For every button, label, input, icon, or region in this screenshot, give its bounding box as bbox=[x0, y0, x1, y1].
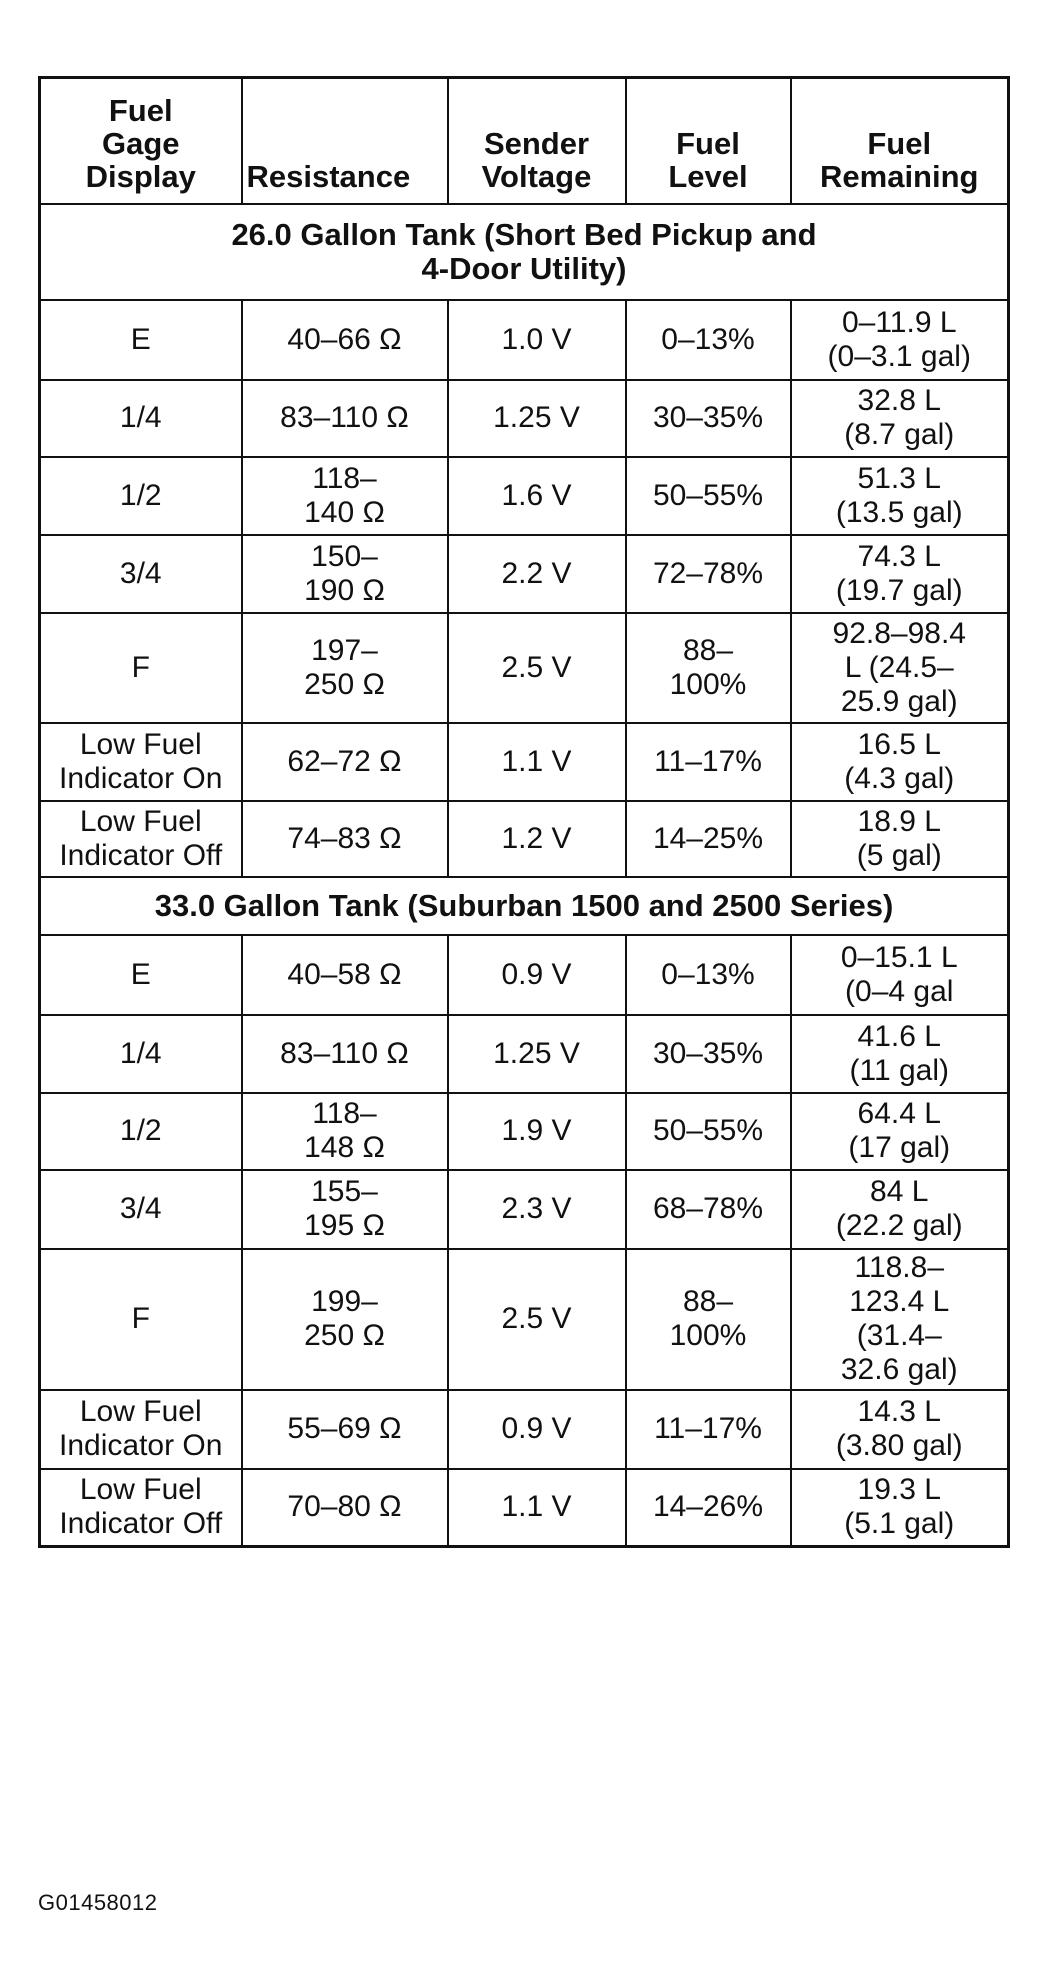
table-row bbox=[40, 801, 1009, 877]
cell-text-line: 197– bbox=[311, 633, 378, 667]
cell-text-line: (17 gal) bbox=[848, 1131, 951, 1164]
cell-resistance bbox=[242, 1390, 448, 1469]
cell-text-line: Voltage bbox=[481, 158, 592, 194]
cell-text-line: 51.3 L bbox=[857, 461, 941, 495]
cell-text-line: Level bbox=[668, 158, 748, 194]
cell-text-line: 30–35% bbox=[652, 401, 764, 434]
cell-text-line: Gage bbox=[101, 125, 180, 161]
cell-text-line: L (24.5– bbox=[844, 650, 954, 684]
cell-text-line: 40–58 Ω bbox=[287, 957, 402, 991]
table-row bbox=[40, 613, 1009, 723]
cell-text-line: 2.2 V bbox=[501, 556, 572, 590]
cell-resistance bbox=[242, 1469, 448, 1547]
cell-fuel-remaining bbox=[791, 1390, 1009, 1469]
table-row bbox=[40, 300, 1009, 380]
cell-text-line: 62–72 Ω bbox=[287, 744, 402, 778]
cell-text-line: 140 Ω bbox=[304, 495, 385, 529]
cell-text-line: 41.6 L bbox=[857, 1019, 941, 1053]
cell-sender-voltage bbox=[448, 300, 626, 380]
cell-sender-voltage bbox=[448, 613, 626, 723]
cell-text-line: 2.5 V bbox=[501, 1302, 572, 1335]
cell-text-line: 72–78% bbox=[652, 556, 764, 590]
cell-fuel-level bbox=[626, 1093, 791, 1170]
cell-text-line: 0.9 V bbox=[501, 1412, 572, 1445]
cell-fuel-level bbox=[626, 1469, 791, 1547]
header-fuel-gage-display bbox=[40, 78, 242, 204]
cell-fuel-level bbox=[626, 1170, 791, 1249]
cell-text-line: 74.3 L bbox=[857, 539, 941, 573]
cell-text-line: 1/2 bbox=[119, 478, 162, 512]
cell-text-line: (3.80 gal) bbox=[835, 1429, 963, 1462]
cell-text-line: 26.0 Gallon Tank (Short Bed Pickup and bbox=[231, 216, 817, 252]
cell-text-line: 118– bbox=[312, 461, 377, 495]
cell-text-line: Low Fuel bbox=[79, 804, 202, 838]
cell-fuel-level bbox=[626, 1015, 791, 1093]
table-row bbox=[40, 1170, 1009, 1249]
cell-text-line: (19.7 gal) bbox=[835, 573, 963, 607]
cell-text-line: 1.2 V bbox=[501, 821, 572, 855]
cell-text-line: 55–69 Ω bbox=[287, 1412, 402, 1445]
cell-text-line: 4-Door Utility) bbox=[421, 250, 627, 286]
cell-fuel-gage-display bbox=[40, 300, 242, 380]
cell-fuel-remaining bbox=[791, 935, 1009, 1015]
cell-fuel-level bbox=[626, 801, 791, 877]
cell-sender-voltage bbox=[448, 801, 626, 877]
cell-text-line: Indicator Off bbox=[59, 838, 223, 872]
cell-text-line: 1.9 V bbox=[501, 1114, 572, 1147]
cell-text-line: 2.5 V bbox=[501, 650, 572, 684]
cell-resistance bbox=[242, 535, 448, 613]
cell-text-line: 68–78% bbox=[652, 1192, 764, 1225]
table-row bbox=[40, 1469, 1009, 1547]
header-fuel-remaining bbox=[791, 78, 1009, 204]
cell-fuel-remaining bbox=[791, 1249, 1009, 1390]
section-title-33-gallon bbox=[40, 877, 1009, 935]
cell-fuel-level bbox=[626, 535, 791, 613]
cell-text-line: 148 Ω bbox=[304, 1131, 385, 1164]
cell-text-line: 1/2 bbox=[119, 1114, 162, 1147]
cell-sender-voltage bbox=[448, 1093, 626, 1170]
cell-fuel-level bbox=[626, 723, 791, 801]
cell-text-line: 1.1 V bbox=[501, 744, 572, 778]
cell-resistance bbox=[242, 613, 448, 723]
cell-text-line: 150– bbox=[311, 539, 378, 573]
cell-fuel-remaining bbox=[791, 613, 1009, 723]
cell-fuel-remaining bbox=[791, 380, 1009, 457]
cell-text-line: Low Fuel bbox=[79, 727, 202, 761]
cell-sender-voltage bbox=[448, 935, 626, 1015]
cell-text-line: 25.9 gal) bbox=[840, 684, 958, 718]
cell-sender-voltage bbox=[448, 1390, 626, 1469]
cell-fuel-gage-display bbox=[40, 613, 242, 723]
cell-text-line: Fuel bbox=[108, 92, 173, 128]
cell-text-line: 250 Ω bbox=[304, 667, 385, 701]
cell-resistance bbox=[242, 380, 448, 457]
header-resistance bbox=[242, 78, 448, 204]
cell-text-line: 118– bbox=[312, 1097, 377, 1130]
cell-sender-voltage bbox=[448, 723, 626, 801]
cell-text-line: 88– bbox=[682, 633, 734, 667]
cell-text-line: 0–13% bbox=[661, 322, 755, 356]
cell-text-line: F bbox=[131, 650, 150, 684]
cell-text-line: Indicator Off bbox=[59, 1507, 223, 1541]
cell-resistance bbox=[242, 300, 448, 380]
cell-text-line: (5.1 gal) bbox=[844, 1507, 955, 1541]
cell-resistance bbox=[242, 1170, 448, 1249]
cell-text-line: Indicator On bbox=[59, 1429, 223, 1462]
table-row bbox=[40, 723, 1009, 801]
cell-text-line: 123.4 L bbox=[849, 1285, 950, 1318]
section-header-row bbox=[40, 204, 1009, 300]
cell-text-line: 190 Ω bbox=[304, 573, 385, 607]
cell-text-line: Low Fuel bbox=[79, 1473, 202, 1507]
cell-fuel-remaining bbox=[791, 723, 1009, 801]
cell-text-line: Display bbox=[85, 158, 196, 194]
table-row bbox=[40, 380, 1009, 457]
cell-sender-voltage bbox=[448, 457, 626, 535]
cell-resistance bbox=[242, 935, 448, 1015]
table-row bbox=[40, 1015, 1009, 1093]
cell-sender-voltage bbox=[448, 1015, 626, 1093]
cell-fuel-gage-display bbox=[40, 723, 242, 801]
figure-id-label: G01458012 bbox=[38, 1890, 158, 1915]
cell-text-line: (0–4 gal bbox=[845, 974, 954, 1008]
cell-text-line: E bbox=[130, 322, 151, 356]
cell-text-line: (11 gal) bbox=[849, 1053, 949, 1087]
cell-text-line: 32.8 L bbox=[857, 384, 941, 417]
table-row bbox=[40, 1093, 1009, 1170]
header-row bbox=[40, 78, 1009, 204]
cell-text-line: 118.8– bbox=[854, 1251, 945, 1284]
table-row bbox=[40, 935, 1009, 1015]
cell-text-line: 83–110 Ω bbox=[280, 1036, 409, 1070]
cell-sender-voltage bbox=[448, 535, 626, 613]
cell-text-line: 1.25 V bbox=[493, 1036, 580, 1070]
section-title-26-gallon bbox=[40, 204, 1009, 300]
cell-fuel-remaining bbox=[791, 1469, 1009, 1547]
cell-fuel-gage-display bbox=[40, 457, 242, 535]
cell-text-line: 100% bbox=[669, 667, 747, 701]
cell-fuel-remaining bbox=[791, 801, 1009, 877]
cell-text-line: 0–11.9 L bbox=[841, 305, 957, 339]
cell-text-line: Fuel bbox=[867, 125, 932, 161]
fuel-gage-table bbox=[38, 76, 1010, 1548]
section-33-gallon-body bbox=[40, 935, 1009, 1547]
cell-text-line: 74–83 Ω bbox=[287, 821, 402, 855]
cell-sender-voltage bbox=[448, 380, 626, 457]
cell-text-line: 70–80 Ω bbox=[287, 1490, 402, 1524]
cell-fuel-gage-display bbox=[40, 1249, 242, 1390]
cell-fuel-level bbox=[626, 300, 791, 380]
cell-fuel-remaining bbox=[791, 457, 1009, 535]
cell-text-line: 3/4 bbox=[119, 1192, 162, 1225]
cell-text-line: 14–25% bbox=[652, 821, 764, 855]
cell-text-line: 32.6 gal) bbox=[840, 1353, 958, 1386]
cell-fuel-remaining bbox=[791, 1015, 1009, 1093]
section-header-row bbox=[40, 877, 1009, 935]
cell-text-line: 100% bbox=[669, 1319, 747, 1352]
cell-text-line: 50–55% bbox=[652, 478, 764, 512]
table-row bbox=[40, 535, 1009, 613]
cell-text-line: 14–26% bbox=[652, 1490, 764, 1524]
cell-fuel-level bbox=[626, 1249, 791, 1390]
cell-fuel-gage-display bbox=[40, 1170, 242, 1249]
cell-text-line: 11–17% bbox=[654, 744, 762, 778]
cell-text-line: (5 gal) bbox=[856, 838, 942, 872]
cell-text-line: Fuel bbox=[676, 125, 740, 161]
cell-text-line: 1.1 V bbox=[501, 1490, 572, 1524]
cell-text-line: 0.9 V bbox=[501, 957, 572, 991]
cell-text-line: (0–3.1 gal) bbox=[827, 339, 971, 373]
table-row bbox=[40, 1249, 1009, 1390]
cell-text-line: Resistance bbox=[246, 158, 411, 194]
cell-fuel-remaining bbox=[791, 300, 1009, 380]
cell-text-line: (31.4– bbox=[856, 1319, 942, 1352]
cell-text-line: 11–17% bbox=[654, 1412, 762, 1445]
cell-text-line: E bbox=[130, 957, 151, 991]
cell-text-line: (4.3 gal) bbox=[844, 761, 955, 795]
cell-text-line: (8.7 gal) bbox=[844, 418, 955, 451]
cell-text-line: 0–15.1 L bbox=[840, 940, 958, 974]
cell-fuel-gage-display bbox=[40, 380, 242, 457]
table-row bbox=[40, 457, 1009, 535]
cell-text-line: 0–13% bbox=[661, 957, 755, 991]
cell-text-line: 84 L bbox=[870, 1175, 929, 1208]
cell-fuel-level bbox=[626, 457, 791, 535]
cell-fuel-gage-display bbox=[40, 1093, 242, 1170]
cell-resistance bbox=[242, 457, 448, 535]
cell-text-line: 83–110 Ω bbox=[280, 401, 409, 434]
cell-text-line: 30–35% bbox=[652, 1036, 764, 1070]
cell-fuel-gage-display bbox=[40, 935, 242, 1015]
cell-text-line: Low Fuel bbox=[79, 1395, 202, 1428]
cell-sender-voltage bbox=[448, 1249, 626, 1390]
cell-fuel-gage-display bbox=[40, 801, 242, 877]
cell-fuel-gage-display bbox=[40, 535, 242, 613]
cell-text-line: 155– bbox=[311, 1175, 378, 1208]
cell-text-line: 1.6 V bbox=[501, 478, 572, 512]
cell-resistance bbox=[242, 1249, 448, 1390]
cell-text-line: 18.9 L bbox=[857, 804, 941, 838]
cell-text-line: 1/4 bbox=[119, 1036, 162, 1070]
cell-fuel-gage-display bbox=[40, 1390, 242, 1469]
cell-text-line: Sender bbox=[483, 125, 590, 161]
cell-text-line: Indicator On bbox=[59, 761, 223, 795]
cell-sender-voltage bbox=[448, 1170, 626, 1249]
cell-resistance bbox=[242, 1015, 448, 1093]
cell-fuel-level bbox=[626, 613, 791, 723]
cell-fuel-gage-display bbox=[40, 1469, 242, 1547]
cell-text-line: 14.3 L bbox=[857, 1395, 941, 1428]
cell-text-line: 1/4 bbox=[119, 401, 162, 434]
cell-fuel-remaining bbox=[791, 1093, 1009, 1170]
cell-text-line: Remaining bbox=[820, 158, 979, 194]
cell-text-line: 33.0 Gallon Tank (Suburban 1500 and 2500 Series) bbox=[154, 887, 894, 923]
table-row bbox=[40, 1390, 1009, 1469]
cell-fuel-level bbox=[626, 935, 791, 1015]
cell-sender-voltage bbox=[448, 1469, 626, 1547]
cell-text-line: 1.25 V bbox=[493, 401, 580, 434]
cell-text-line: 195 Ω bbox=[304, 1209, 385, 1242]
cell-fuel-level bbox=[626, 1390, 791, 1469]
cell-text-line: 50–55% bbox=[652, 1114, 764, 1147]
cell-resistance bbox=[242, 1093, 448, 1170]
cell-text-line: 3/4 bbox=[119, 556, 162, 590]
cell-text-line: F bbox=[131, 1302, 150, 1335]
cell-text-line: 19.3 L bbox=[857, 1473, 941, 1507]
cell-text-line: 88– bbox=[682, 1285, 734, 1318]
cell-fuel-remaining bbox=[791, 535, 1009, 613]
cell-fuel-level bbox=[626, 380, 791, 457]
header-fuel-level bbox=[626, 78, 791, 204]
cell-text-line: 250 Ω bbox=[304, 1319, 385, 1352]
cell-resistance bbox=[242, 723, 448, 801]
section-26-gallon-body bbox=[40, 300, 1009, 877]
cell-text-line: 199– bbox=[311, 1285, 378, 1318]
cell-text-line: 92.8–98.4 bbox=[832, 616, 966, 650]
cell-fuel-remaining bbox=[791, 1170, 1009, 1249]
cell-fuel-gage-display bbox=[40, 1015, 242, 1093]
header-sender-voltage bbox=[448, 78, 626, 204]
cell-text-line: (22.2 gal) bbox=[835, 1209, 963, 1242]
cell-text-line: 16.5 L bbox=[857, 727, 941, 761]
cell-text-line: (13.5 gal) bbox=[835, 495, 963, 529]
cell-text-line: 1.0 V bbox=[501, 322, 572, 356]
cell-text-line: 2.3 V bbox=[501, 1192, 572, 1225]
cell-text-line: 40–66 Ω bbox=[287, 322, 402, 356]
cell-text-line: 64.4 L bbox=[857, 1097, 941, 1130]
cell-resistance bbox=[242, 801, 448, 877]
